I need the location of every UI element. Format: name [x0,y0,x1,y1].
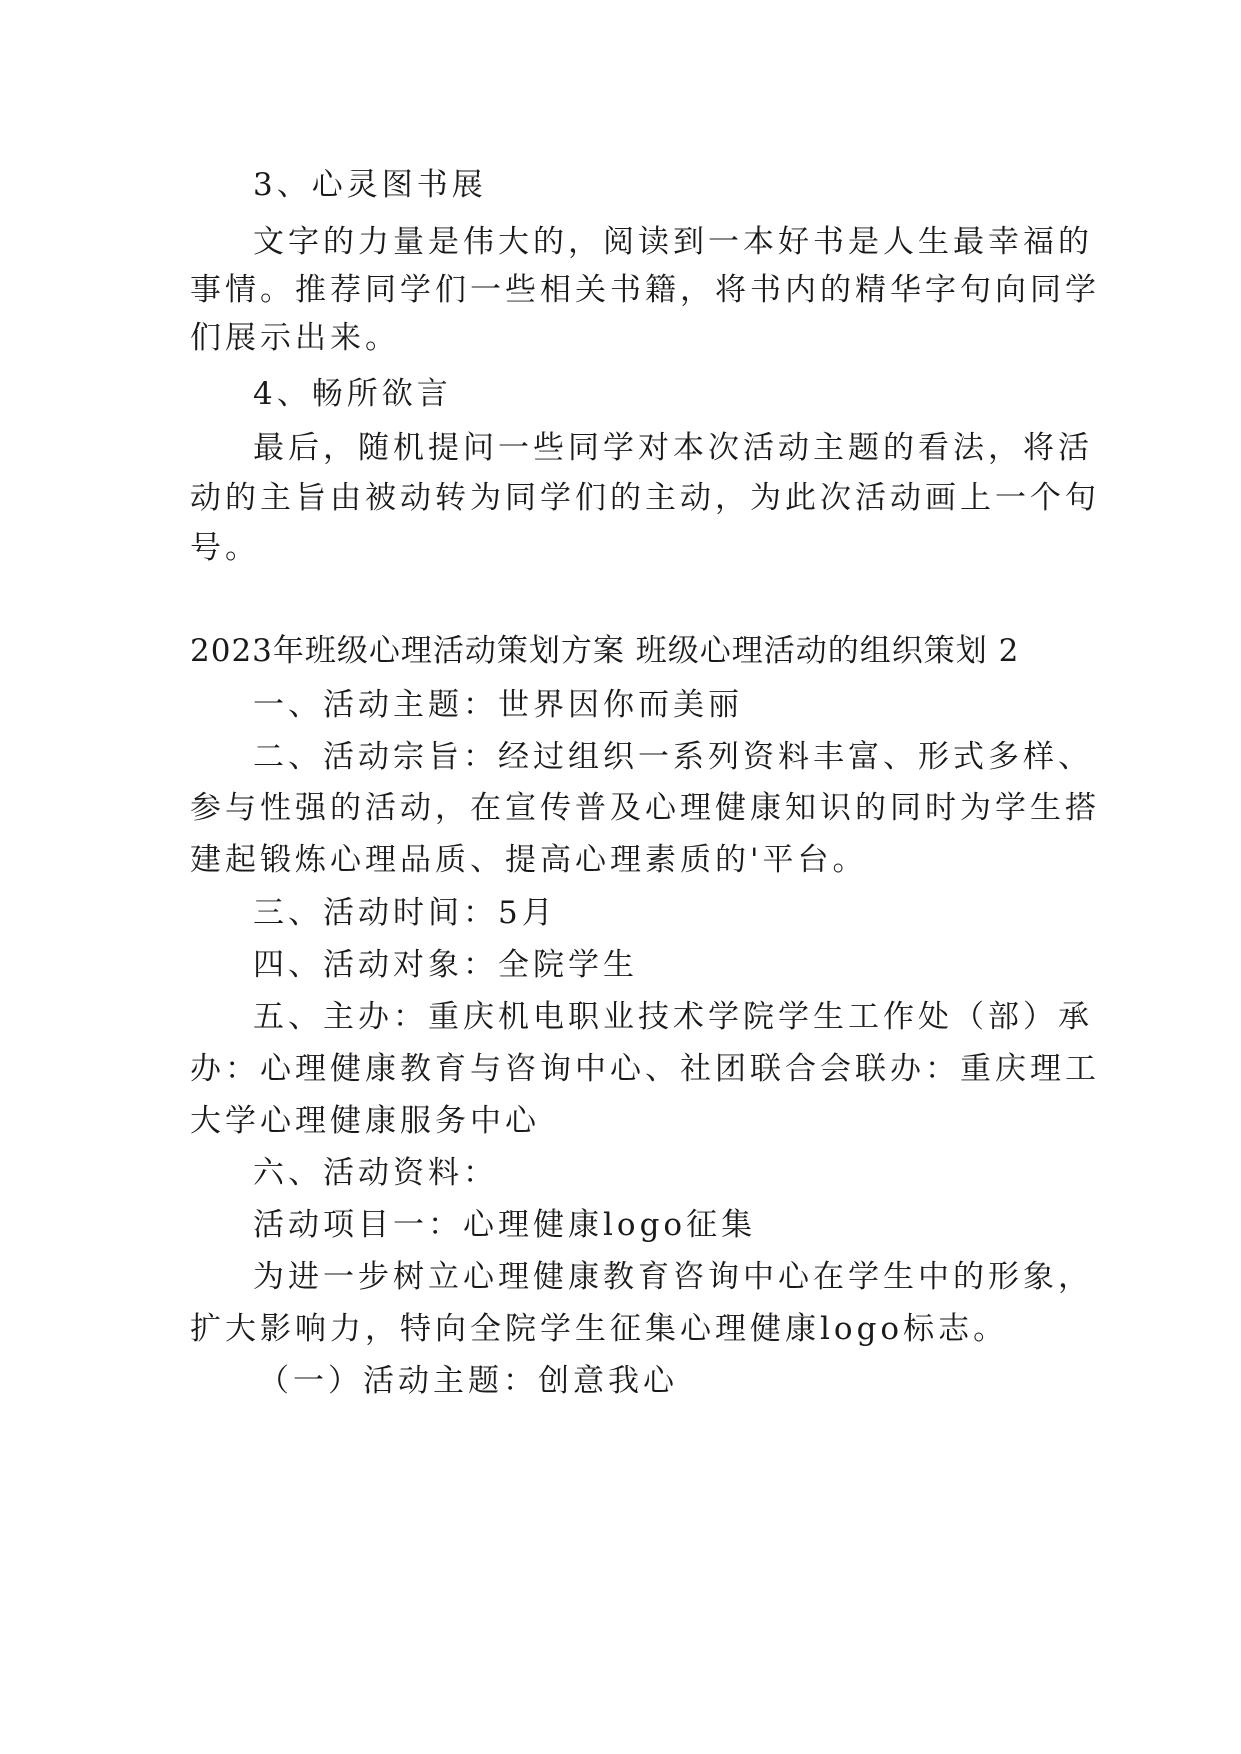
paragraph-line: 们展示出来。 [190,320,400,356]
paragraph-line: 办：心理健康教育与咨询中心、社团联合会联办：重庆理工 [190,1051,1100,1087]
paragraph-line: 一、活动主题：世界因你而美丽 [253,687,743,723]
paragraph-line: 参与性强的活动，在宣传普及心理健康知识的同时为学生搭 [190,790,1100,826]
paragraph-line: 五、主办：重庆机电职业技术学院学生工作处（部）承 [253,999,1093,1035]
paragraph-line: 三、活动时间：5月 [253,895,557,931]
paragraph-line: （一）活动主题：创意我心 [258,1363,678,1399]
section-heading-free-speech: 4、畅所欲言 [253,376,452,412]
paragraph-line: 活动项目一：心理健康logo征集 [253,1207,757,1243]
paragraph-line: 大学心理健康服务中心 [190,1103,540,1139]
paragraph-line: 事情。推荐同学们一些相关书籍，将书内的精华字句向同学 [190,272,1100,308]
paragraph-line: 为进一步树立心理健康教育咨询中心在学生中的形象， [253,1259,1093,1295]
paragraph-line: 二、活动宗旨：经过组织一系列资料丰富、形式多样、 [253,739,1093,775]
paragraph-line: 文字的力量是伟大的，阅读到一本好书是人生最幸福的 [253,224,1093,260]
paragraph-line: 动的主旨由被动转为同学们的主动，为此次活动画上一个句 [190,480,1100,516]
section-heading-book-exhibition: 3、心灵图书展 [253,167,487,203]
paragraph-line: 四、活动对象：全院学生 [253,947,638,983]
paragraph-line: 六、活动资料： [253,1155,498,1191]
paragraph-line: 最后，随机提问一些同学对本次活动主题的看法，将活 [253,430,1093,466]
document-title: 2023年班级心理活动策划方案 班级心理活动的组织策划 2 [190,633,1020,669]
paragraph-line: 扩大影响力，特向全院学生征集心理健康logo标志。 [190,1311,1009,1347]
paragraph-line: 建起锻炼心理品质、提高心理素质的'平台。 [190,842,868,878]
paragraph-line: 号。 [190,530,260,566]
